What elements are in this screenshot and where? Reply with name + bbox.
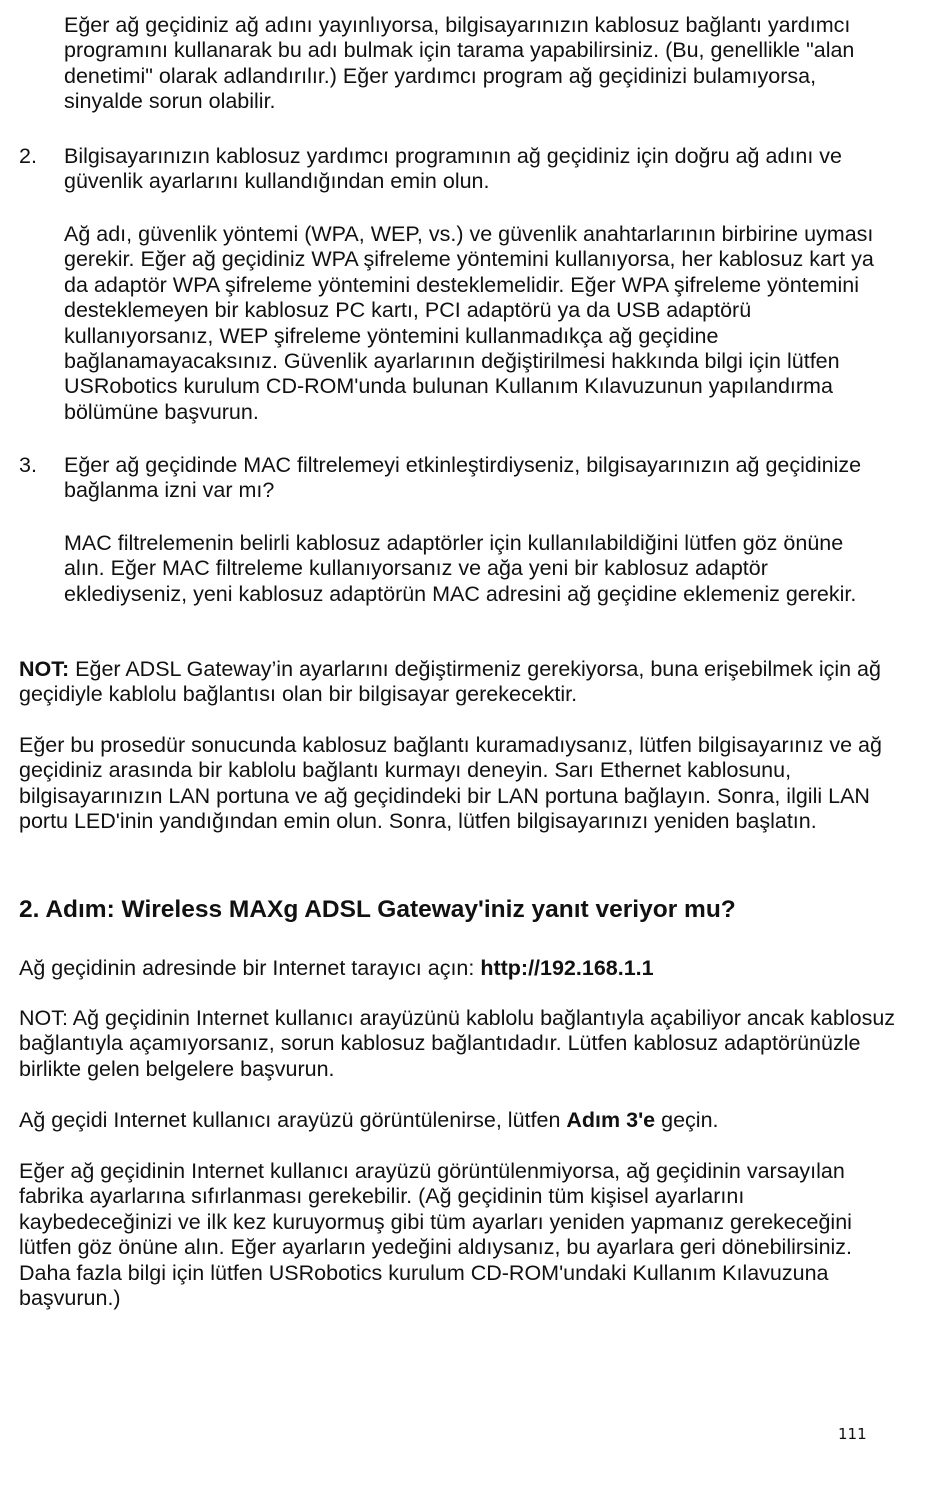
list-item-2-detail: Ağ adı, güvenlik yöntemi (WPA, WEP, vs.) ve güvenlik anahtarlarının birbirine uyması gerekir. Eğer ağ geçidiniz WPA şifreleme yöntemini kullanıyorsa, her kablosuz kart ya da adaptör WPA şifreleme yöntemini desteklemelidir. Eğer WPA şifreleme yöntemini desteklemeyen bir kablosuz PC kartı, PCI adaptörü ya da USB adaptörü kullanıyorsanız, WEP şifreleme yöntemini kullanmadıkça ağ geçidine bağlanamayacaksınız. Güvenlik ayarlarının değiştirilmesi hakkında bilgi için lütfen USRobotics kurulum CD-ROM'unda bulunan Kullanım Kılavuzunun yapılandırma bölümüne başvurun. bbox=[64, 222, 874, 424]
paragraph-browser bbox=[19, 956, 899, 981]
paragraph-go-step3 bbox=[19, 1108, 899, 1133]
list-item-2-text: Bilgisayarınızın kablosuz yardımcı programının ağ geçidiniz için doğru ağ adını ve güvenlik ayarlarını kullandığından emin olun. bbox=[64, 144, 842, 194]
paragraph-factory-reset: Eğer ağ geçidinin Internet kullanıcı arayüzü görüntülenmiyorsa, ağ geçidinin varsayılan fabrika ayarlarına sıfırlanması gerekebilir. (Ağ geçidinin tüm kişisel ayarlarını kaybedeceğinizi ve ilk kez kuruyormuş gibi tüm ayarları yeniden yapmanız gerekeceğini lütfen göz önüne alın. Eğer ayarların yedeğini aldıysanız, bu ayarlara geri dönebilirsiniz. Daha fazla bilgi için lütfen USRobotics kurulum CD-ROM'undaki Kullanım Kılavuzuna başvurun.) bbox=[19, 1159, 853, 1311]
browser-text: Ağ geçidinin adresinde bir Internet tarayıcı açın: bbox=[19, 956, 481, 980]
paragraph-ethernet: Eğer bu prosedür sonucunda kablosuz bağlantı kuramadıysanız, lütfen bilgisayarınız ve ağ geçidiniz arasında bir kablolu bağlantı kurmayı deneyin. Sarı Ethernet kablosunu, bilgisayarınızın LAN portuna ve ağ geçidindeki bir LAN portuna bağlayın. Sonra, ilgili LAN portu LED'inin yandığından emin olun. Sonra, lütfen bilgisayarınızı yeniden başlatın. bbox=[19, 733, 882, 834]
list-item-3-text: Eğer ağ geçidinde MAC filtrelemeyi etkinleştirdiyseniz, bilgisayarınızın ağ geçidinize bağlanma izni var mı? bbox=[64, 453, 862, 503]
list-number-2: 2. bbox=[19, 144, 37, 168]
step3-pre: Ağ geçidi Internet kullanıcı arayüzü görüntülenirse, lütfen bbox=[19, 1108, 567, 1132]
step3-post: geçin. bbox=[655, 1108, 719, 1132]
note-adsl-settings bbox=[19, 657, 899, 708]
gateway-url: http://192.168.1.1 bbox=[480, 956, 654, 980]
paragraph-scan-network: Eğer ağ geçidiniz ağ adını yayınlıyorsa, bilgisayarınızın kablosuz bağlantı yardımcı programını kullanarak bu adı bulmak için tarama yapabilirsiniz. (Bu, genellikle "alan denetimi" olarak adlandırılır.) Eğer yardımcı program ağ geçidinizi bulamıyorsa, sinyalde sorun olabilir. bbox=[64, 13, 855, 114]
note-wireless-problem: NOT: Ağ geçidinin Internet kullanıcı arayüzünü kablolu bağlantıyla açabiliyor ancak kablosuz bağlantıyla açamıyorsanız, sorun kablosuz bağlantıdadır. Lütfen kablosuz adaptörünüzle birlikte gelen belgelere başvurun. bbox=[19, 1006, 896, 1081]
note-label: NOT: bbox=[19, 657, 70, 681]
section-heading: 2. Adım: Wireless MAXg ADSL Gateway'iniz yanıt veriyor mu? bbox=[19, 896, 736, 923]
list-item-3-detail: MAC filtrelemenin belirli kablosuz adaptörler için kullanılabildiğini lütfen göz önüne alın. Eğer MAC filtreleme kullanıyorsanız ve ağa yeni bir kablosuz adaptör eklediyseniz, yeni kablosuz adaptörün MAC adresini ağ geçidine eklemeniz gerekir. bbox=[64, 531, 857, 606]
list-number-3: 3. bbox=[19, 453, 37, 477]
page-number: 111 bbox=[838, 1425, 867, 1443]
step3-ref: Adım 3'e bbox=[566, 1108, 656, 1132]
note-text: Eğer ADSL Gateway’in ayarlarını değiştirmeniz gerekiyorsa, buna erişebilmek için ağ geçidiyle kablolu bağlantısı olan bir bilgisayar gerekecektir. bbox=[19, 657, 881, 707]
